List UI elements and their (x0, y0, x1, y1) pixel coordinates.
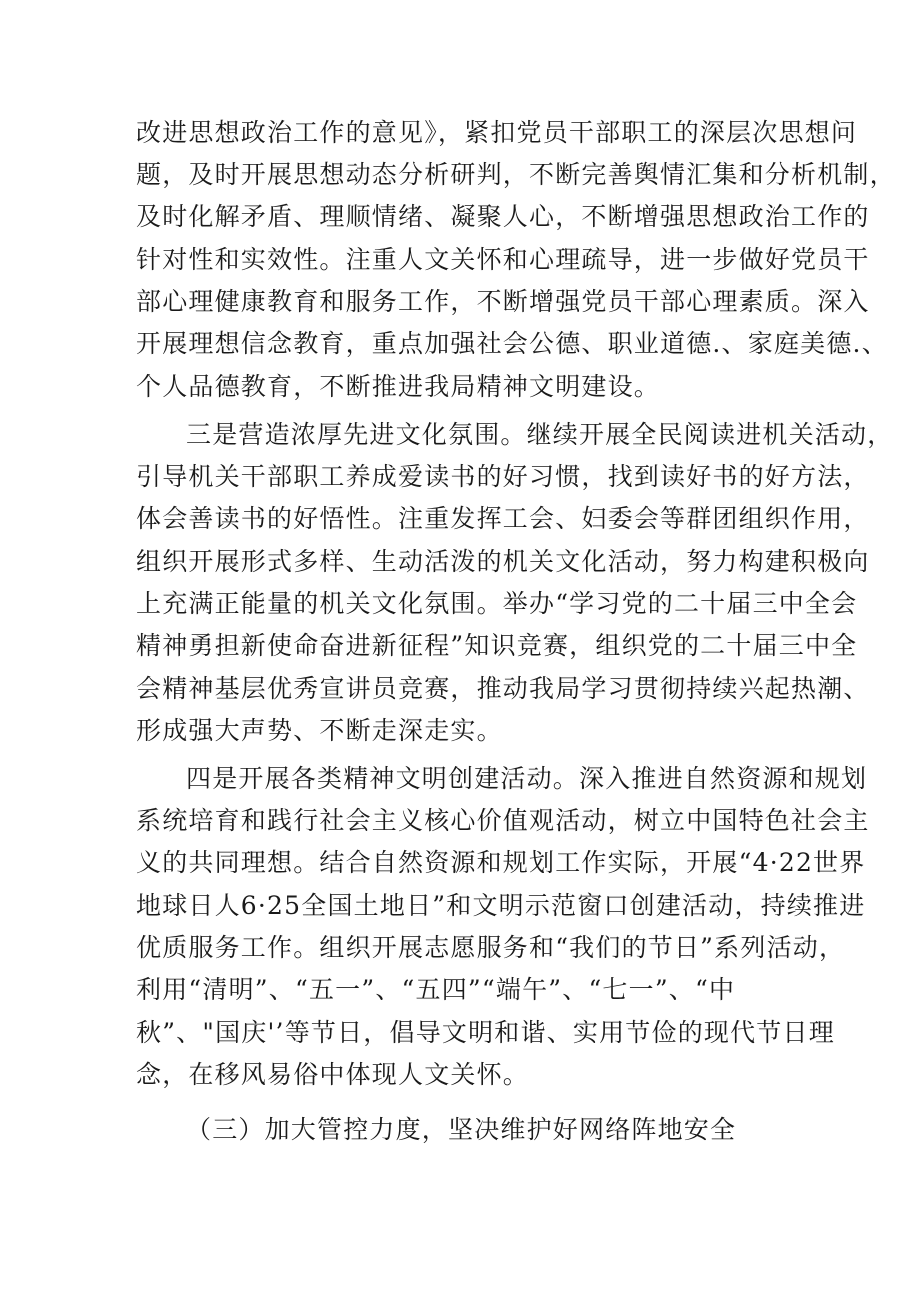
body-line: 形成强大声势、不断走深走实。 (136, 716, 503, 745)
body-line: 及时化解矛盾、理顺情绪、凝聚人心，不断增强思想政治工作的 (136, 202, 870, 231)
body-line: 精神勇担新使命奋进新征程”知识竞赛，组织党的二十届三中全 (136, 631, 858, 660)
body-line: 引导机关干部职工养成爱读书的好习惯，找到读好书的好方法， (136, 462, 870, 491)
body-line: 组织开展形式多样、生动活泼的机关文化活动，努力构建积极向 (136, 547, 870, 576)
section-heading: （三）加大管控力度，坚决维护好网络阵地安全 (186, 1115, 737, 1144)
paragraph-first-line: 三是营造浓厚先进文化氛围。继续开展全民阅读进机关活动， (186, 420, 894, 449)
paragraph-first-line: 四是开展各类精神文明创建活动。深入推进自然资源和规划 (186, 764, 868, 793)
body-line: 部心理健康教育和服务工作，不断增强党员干部心理素质。深入 (136, 287, 870, 316)
body-line: 体会善读书的好悟性。注重发挥工会、妇委会等群团组织作用， (136, 504, 870, 533)
body-line: 优质服务工作。组织开展志愿服务和“我们的节日”系列活动， (136, 933, 846, 962)
body-line: 上充满正能量的机关文化氛围。举办“学习党的二十届三中全会 (136, 589, 858, 618)
body-line: 题，及时开展思想动态分析研判，不断完善舆情汇集和分析机制， (136, 160, 896, 189)
body-line: 系统培育和践行社会主义核心价值观活动，树立中国特色社会主 (136, 806, 870, 835)
body-line: 秋”、"国庆'’等节日，倡导文明和谐、实用节俭的现代节日理 (136, 1018, 835, 1047)
body-line: 念，在移风易俗中体现人文关怀。 (136, 1060, 530, 1089)
body-line: 义的共同理想。结合自然资源和规划工作实际，开展“4·22世界 (136, 848, 866, 877)
body-line: 开展理想信念教育，重点加强社会公德、职业道德.、家庭美德.、 (136, 329, 888, 358)
body-line: 改进思想政治工作的意见》，紧扣党员干部职工的深层次思想问 (136, 118, 858, 147)
body-line: 个人品德教育，不断推进我局精神文明建设。 (136, 372, 661, 401)
body-line: 地球日人6·25全国土地日”和文明示范窗口创建活动，持续推进 (136, 891, 866, 920)
body-line: 针对性和实效性。注重人文关怀和心理疏导，进一步做好党员干 (136, 245, 870, 274)
body-line: 会精神基层优秀宣讲员竞赛，推动我局学习贯彻持续兴起热潮、 (136, 674, 870, 703)
body-line: 利用“清明”、“五一”、“五四”“端午”、“七一”、“中 (136, 975, 736, 1004)
